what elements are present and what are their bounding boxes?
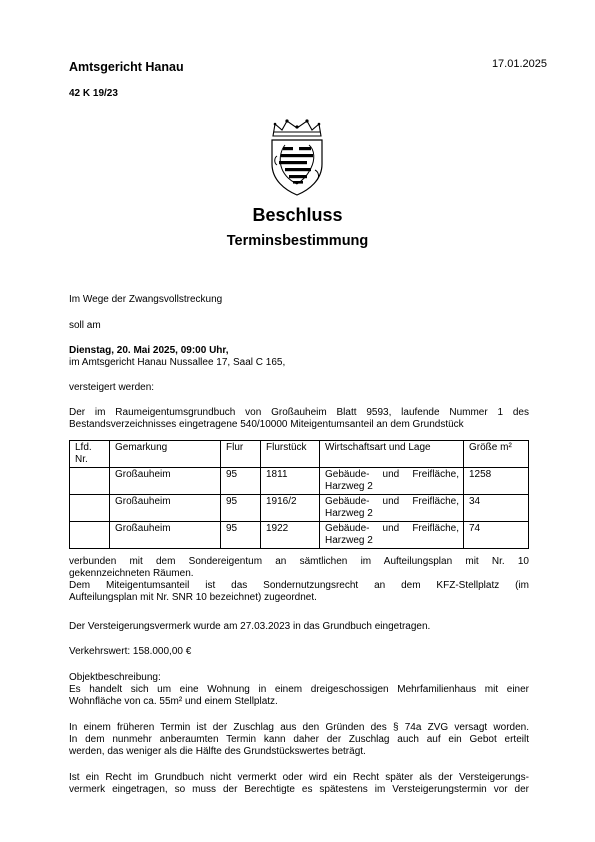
intro-text: Im Wege der Zwangsvollstreckung	[69, 294, 223, 305]
hesse-coat-of-arms-icon	[265, 118, 329, 196]
termin-location: im Amtsgericht Hanau Nussallee 17, Saal C 165,	[69, 357, 286, 368]
header-flurstueck: Flurstück	[261, 441, 320, 468]
table-header-row	[70, 441, 529, 468]
file-number: 42 K 19/23	[69, 88, 118, 99]
grundstueck-description	[69, 407, 529, 431]
cell-wirtschaftsart-lage	[320, 522, 464, 549]
cell-gemarkung: Großauheim	[110, 522, 221, 549]
document-title: Beschluss	[252, 205, 343, 225]
header-wirtschaftsart-lage: Wirtschaftsart und Lage	[320, 441, 464, 468]
zuschlag-paragraph	[69, 722, 529, 758]
cell-lfd-nr	[70, 522, 110, 549]
cell-groesse: 34	[464, 495, 529, 522]
sondereigentum-paragraph	[69, 556, 529, 604]
cell-lage: Harzweg 2	[325, 481, 373, 492]
cell-art: Gebäude- und Freifläche,	[325, 496, 459, 507]
cell-flur: 95	[221, 522, 261, 549]
description-line: Der im Raumeigentumsgrundbuch von Großauheim Blatt 9593, laufende Nummer 1 des	[69, 407, 529, 418]
header-groesse: Größe m²	[464, 441, 529, 468]
cell-groesse: 74	[464, 522, 529, 549]
cell-art: Gebäude- und Freifläche,	[325, 469, 459, 480]
cell-wirtschaftsart-lage	[320, 468, 464, 495]
description-line: Bestandsverzeichnisses eingetragene 540/10000 Miteigentumsanteil an dem Grundstück	[69, 419, 464, 430]
versteigerungsvermerk-text: Der Versteigerungsvermerk wurde am 27.03.2023 in das Grundbuch eingetragen.	[69, 621, 431, 632]
cell-groesse: 1258	[464, 468, 529, 495]
court-name: Amtsgericht Hanau	[69, 60, 184, 74]
soll-am-text: soll am	[69, 320, 101, 331]
paragraph-line: Es handelt sich um eine Wohnung in einem dreigeschossigen Mehrfamilienhaus mit einer	[69, 684, 529, 695]
cell-art: Gebäude- und Freifläche,	[325, 523, 459, 534]
paragraph-line: verbunden mit dem Sondereigentum an sämtlichen im Aufteilungsplan mit Nr. 10	[69, 556, 529, 567]
objektbeschreibung-heading: Objektbeschreibung:	[69, 672, 161, 683]
cell-wirtschaftsart-lage	[320, 495, 464, 522]
objektbeschreibung-paragraph	[69, 672, 529, 708]
versteigert-text: versteigert werden:	[69, 382, 155, 393]
table-row	[70, 495, 529, 522]
paragraph-line: vermerk eingetragen, so muss der Berechtigte es spätestens im Versteigerungstermin vor der	[69, 784, 529, 795]
verkehrswert-text: Verkehrswert: 158.000,00 €	[69, 646, 192, 657]
cell-flur: 95	[221, 495, 261, 522]
header-gemarkung: Gemarkung	[110, 441, 221, 468]
document-subtitle: Terminsbestimmung	[226, 233, 369, 249]
paragraph-line: Aufteilungsplan mit Nr. SNR 10 bezeichnet) zugeordnet.	[69, 592, 317, 603]
cell-lage: Harzweg 2	[325, 508, 373, 519]
paragraph-line: gekennzeichneten Räumen.	[69, 568, 194, 579]
document-date: 17.01.2025	[491, 58, 547, 70]
termin-datetime: Dienstag, 20. Mai 2025, 09:00 Uhr,	[69, 345, 229, 356]
cell-flurstueck: 1916/2	[261, 495, 320, 522]
termin-block	[69, 345, 529, 369]
paragraph-line: In einem früheren Termin ist der Zuschlag aus den Gründen des § 74a ZVG versagt worden.	[69, 722, 529, 733]
cell-lage: Harzweg 2	[325, 535, 373, 546]
paragraph-line: werden, das weniger als die Hälfte des Grundstückswertes beträgt.	[69, 746, 366, 757]
paragraph-line: Ist ein Recht im Grundbuch nicht vermerkt oder wird ein Recht später als der Versteigerungs-	[69, 772, 529, 783]
table-row	[70, 468, 529, 495]
cell-lfd-nr	[70, 468, 110, 495]
cell-flur: 95	[221, 468, 261, 495]
cell-flurstueck: 1811	[261, 468, 320, 495]
paragraph-line: Dem Miteigentumsanteil ist das Sondernutzungsrecht an dem KFZ-Stellplatz (im	[69, 580, 529, 591]
cell-flurstueck: 1922	[261, 522, 320, 549]
recht-paragraph	[69, 772, 529, 796]
cell-lfd-nr	[70, 495, 110, 522]
grundstueck-table	[69, 440, 529, 549]
paragraph-line: In dem nunmehr anberaumten Termin kann daher der Zuschlag auch auf ein Gebot erteilt	[69, 734, 529, 745]
paragraph-line: Wohnfläche von ca. 55m² und einem Stellplatz.	[69, 696, 278, 707]
cell-gemarkung: Großauheim	[110, 495, 221, 522]
cell-gemarkung: Großauheim	[110, 468, 221, 495]
header-flur: Flur	[221, 441, 261, 468]
table-row	[70, 522, 529, 549]
header-lfd-nr: Lfd. Nr.	[70, 441, 110, 468]
